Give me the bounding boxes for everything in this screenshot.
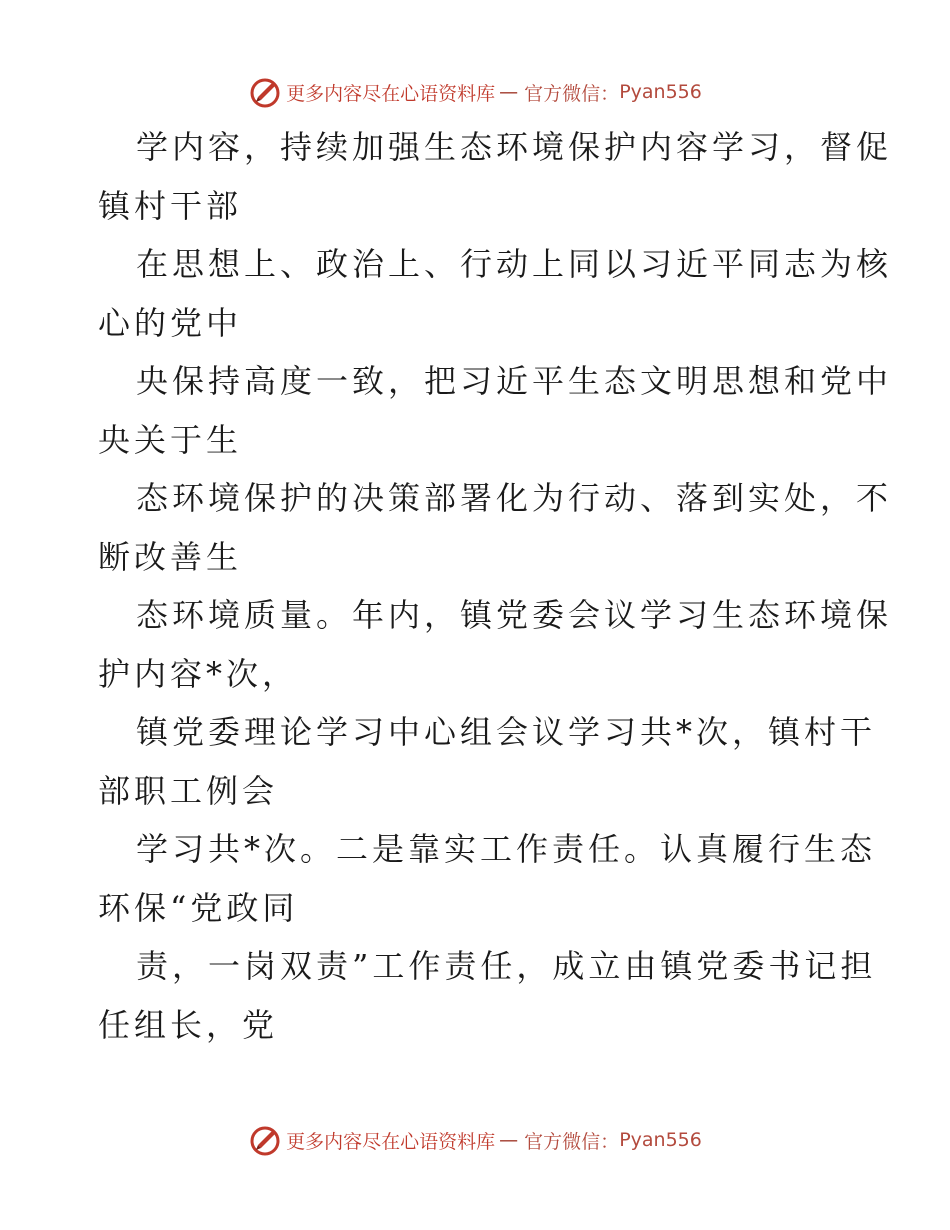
text-line: 央关于生 [98, 420, 243, 459]
paragraph [98, 118, 893, 235]
text-line: 护内容*次， [98, 654, 299, 693]
text-line: 心的党中 [98, 303, 243, 342]
wechat-id: Pyan556 [619, 1129, 702, 1151]
header-watermark [0, 72, 950, 112]
paragraph [98, 586, 893, 703]
watermark-text: 更多内容尽在心语资料库 [286, 82, 496, 105]
watermark-separator: — [499, 1129, 519, 1151]
wechat-id: Pyan556 [619, 81, 702, 103]
text-line: 态环境质量。年内，镇党委会议学习生态环境保 [136, 596, 893, 634]
logo-icon [248, 1123, 282, 1157]
paragraph [98, 937, 878, 1054]
watermark-separator: — [499, 81, 519, 103]
footer-watermark [0, 1120, 950, 1160]
text-line: 断改善生 [98, 537, 243, 576]
text-line: 任组长，党 [98, 1005, 279, 1044]
text-line: 责，一岗双责”工作责任，成立由镇党委书记担 [136, 947, 877, 985]
watermark-text: 更多内容尽在心语资料库 [286, 1130, 496, 1153]
text-line: 学内容，持续加强生态环境保护内容学习，督促 [136, 128, 893, 166]
wechat-label: 官方微信： [524, 1130, 620, 1153]
paragraph [98, 469, 893, 586]
text-line: 态环境保护的决策部署化为行动、落到实处，不 [136, 479, 893, 517]
paragraph [98, 235, 893, 352]
text-line: 部职工例会 [98, 771, 279, 810]
wechat-label: 官方微信： [524, 82, 620, 105]
paragraph [98, 820, 878, 937]
text-line: 镇村干部 [98, 186, 243, 225]
text-line: 在思想上、政治上、行动上同以习近平同志为核 [136, 245, 893, 283]
text-line: 环保“党政同 [98, 888, 299, 927]
text-line: 央保持高度一致，把习近平生态文明思想和党中 [136, 362, 893, 400]
document-body [98, 118, 893, 1054]
paragraph [98, 703, 878, 820]
logo-icon [248, 75, 282, 109]
text-line: 镇党委理论学习中心组会议学习共*次，镇村干 [136, 713, 877, 751]
text-line: 学习共*次。二是靠实工作责任。认真履行生态 [136, 830, 877, 868]
paragraph [98, 352, 893, 469]
